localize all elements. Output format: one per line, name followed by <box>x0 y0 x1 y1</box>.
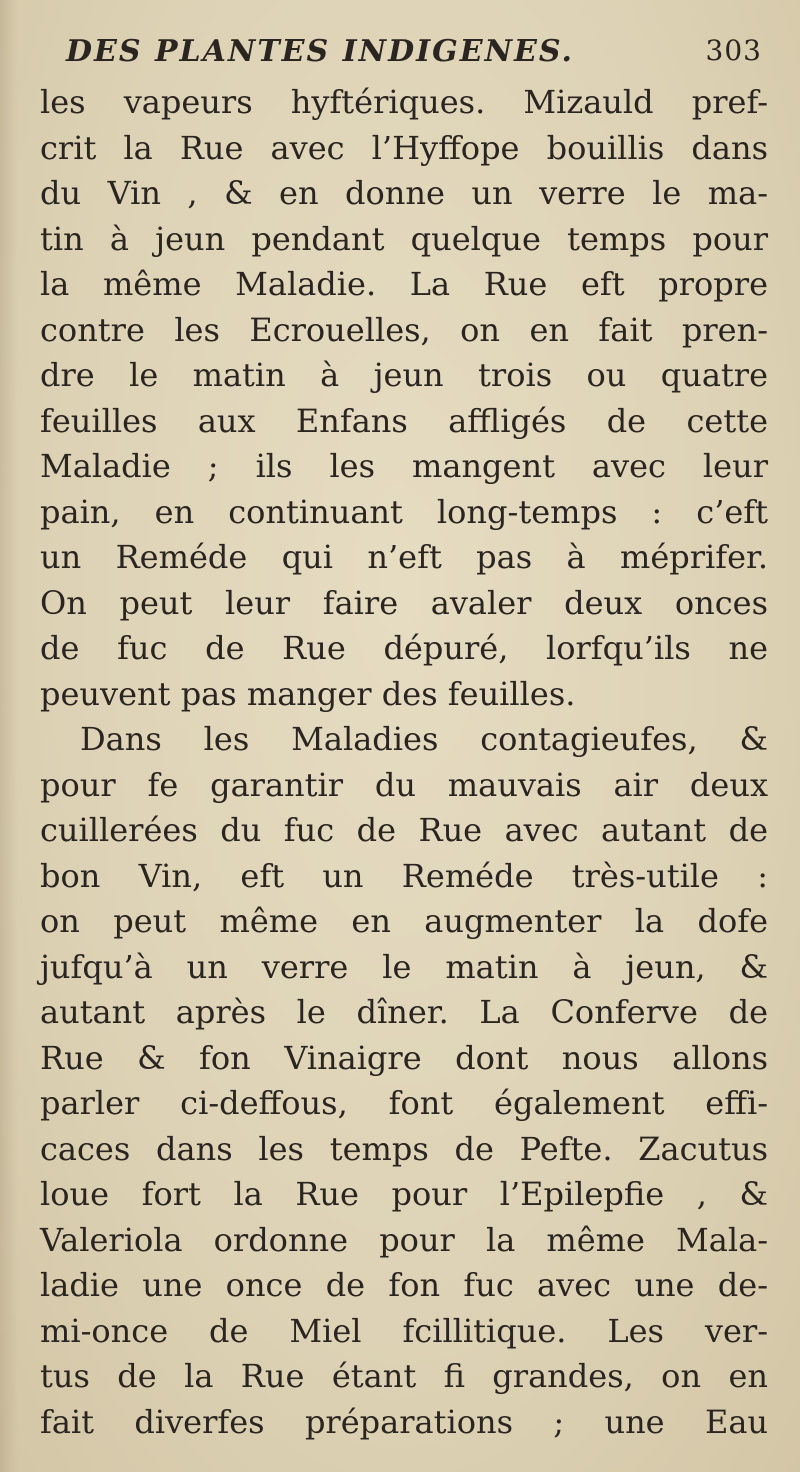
text-line: pain, en continuant long-temps : c’eft <box>40 492 768 531</box>
text-line: bon Vin, eft un Reméde très-utile : <box>40 856 768 895</box>
text-line: pour fe garantir du mauvais air deux <box>40 765 768 804</box>
text-line: tin à jeun pendant quelque temps pour <box>40 219 768 258</box>
text-line: On peut leur faire avaler deux onces <box>40 583 768 622</box>
text-line: les vapeurs hyftériques. Mizauld pref- <box>40 83 768 121</box>
text-line: autant après le dîner. La Conferve de <box>40 993 768 1031</box>
text-line: crit la Rue avec l’Hyffope bouillis dans <box>40 128 768 167</box>
text-line: parler ci-deffous, font également effi- <box>40 1084 768 1122</box>
text-line: loue fort la Rue pour l’Epilepfie , & <box>40 1175 768 1213</box>
text-line: caces dans les temps de Pefte. Zacutus <box>40 1129 768 1168</box>
paragraph-start-line: Dans les Maladies contagieufes, & <box>80 720 768 758</box>
running-head <box>40 30 768 80</box>
text-line: jufqu’à un verre le matin à jeun, & <box>40 947 768 986</box>
page-number: 303 <box>705 34 762 67</box>
text-line: un Reméde qui n’eft pas à méprifer. <box>40 538 768 576</box>
text-line: cuillerées du fuc de Rue avec autant de <box>40 811 768 849</box>
body-text <box>40 80 768 1445</box>
running-title: DES PLANTES INDIGENES. <box>66 34 574 69</box>
text-line: on peut même en augmenter la dofe <box>40 902 768 940</box>
text-line: Maladie ; ils les mangent avec leur <box>40 447 768 485</box>
text-line: Valeriola ordonne pour la même Mala- <box>40 1220 768 1259</box>
text-line: tus de la Rue étant fi grandes, on en <box>40 1357 768 1395</box>
text-line: fait diverfes préparations ; une Eau <box>40 1402 768 1441</box>
text-line: du Vin , & en donne un verre le ma- <box>40 174 768 212</box>
paragraph-end-line: peuvent pas manger des feuilles. <box>40 674 576 713</box>
text-line: contre les Ecrouelles, on en fait pren- <box>40 310 768 349</box>
text-line: de fuc de Rue dépuré, lorfqu’ils ne <box>40 629 768 667</box>
text-line: Rue & fon Vinaigre dont nous allons <box>40 1038 768 1077</box>
text-line: la même Maladie. La Rue eft propre <box>40 265 768 303</box>
text-line: dre le matin à jeun trois ou quatre <box>40 356 768 394</box>
text-line: feuilles aux Enfans affligés de cette <box>40 401 768 440</box>
page-fold-shadow <box>0 0 18 1472</box>
text-line: mi-once de Miel fcillitique. Les ver- <box>40 1311 768 1350</box>
text-line: ladie une once de fon fuc avec une de- <box>40 1266 768 1304</box>
